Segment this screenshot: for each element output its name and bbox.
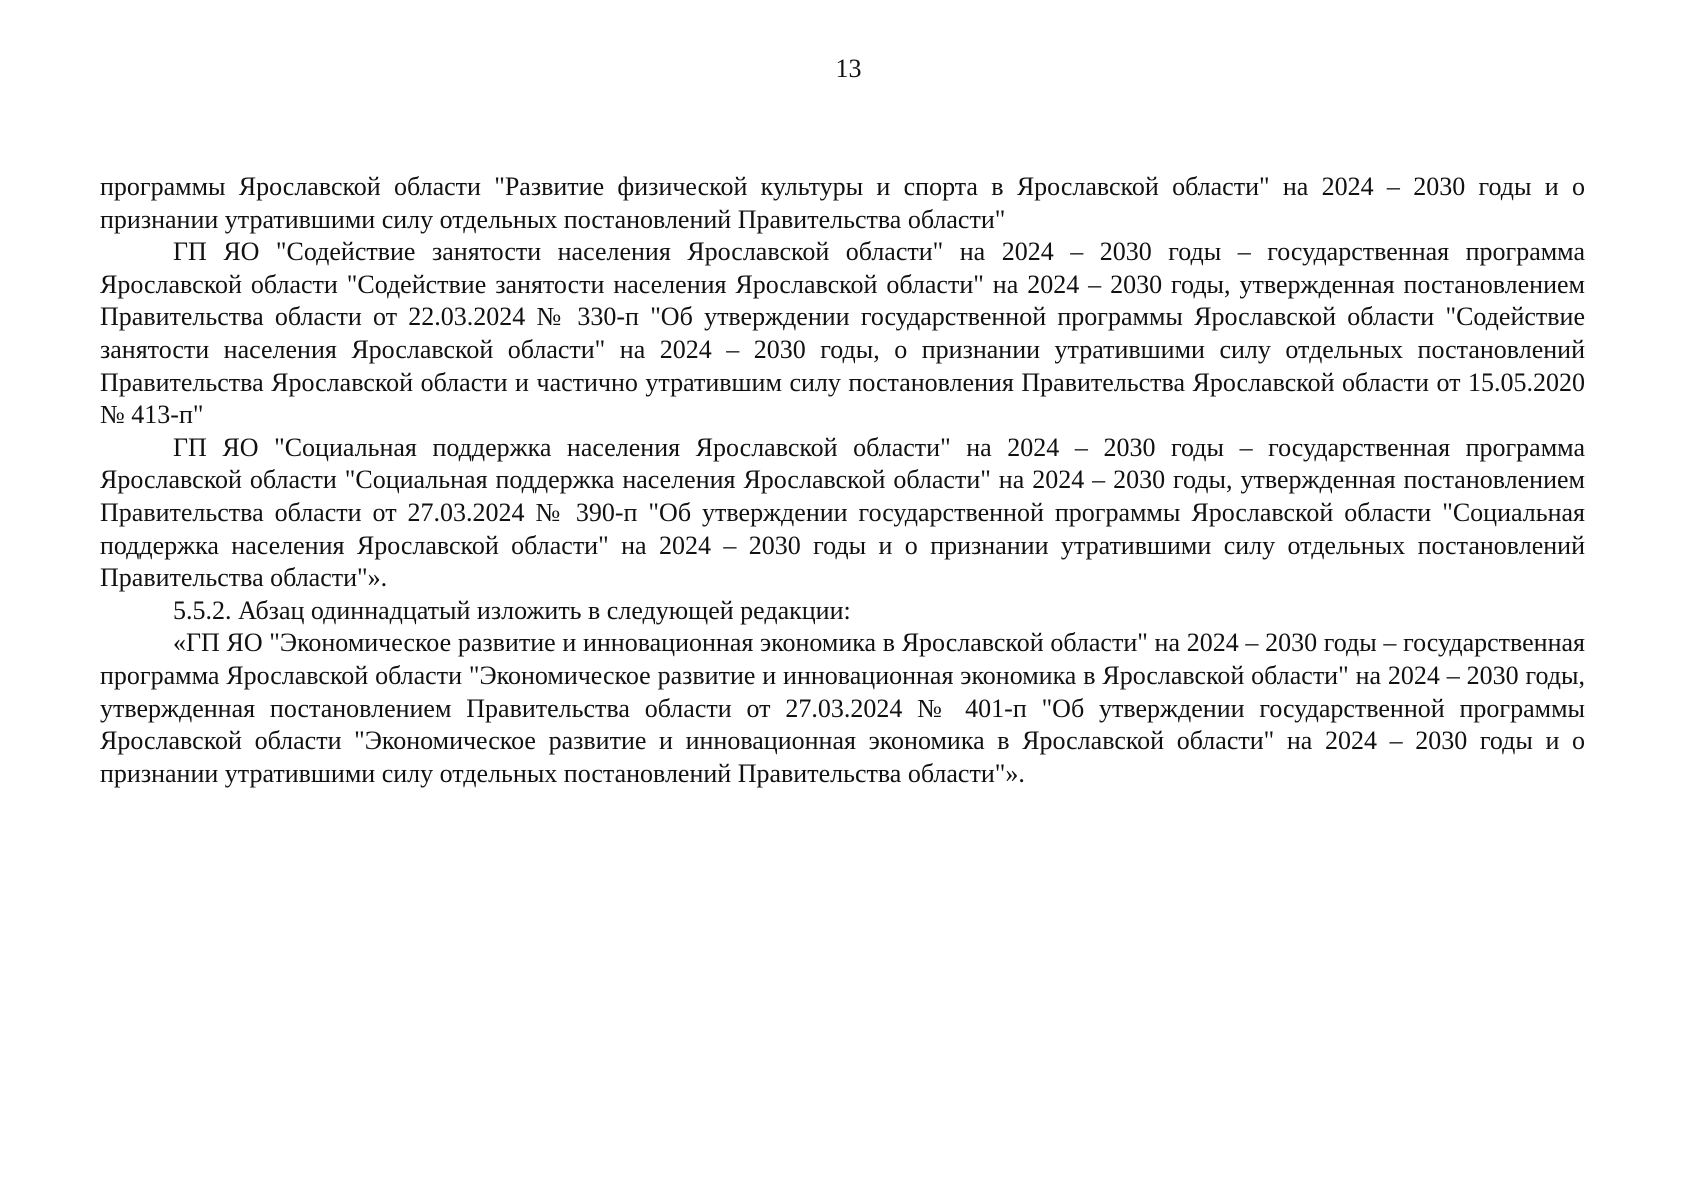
paragraph-continuation: программы Ярославской области "Развитие физической культуры и спорта в Ярославской области" на 2024 – 2030 годы и о признании утратившими силу отдельных постановлений Правительства области" xyxy=(100,172,1585,234)
document-body xyxy=(100,171,1585,790)
paragraph-economic-development-program: «ГП ЯО "Экономическое развитие и инновационная экономика в Ярославской области" на 2024 – 2030 годы – государственная программа Ярославской области "Экономическое развитие и инновационная экономика в Ярославской области" на 2024 – 2030 годы, утвержденная постановлением Правительства области от 27.03.2024 № 401-п "Об утверждении государственной программы Ярославской области "Экономическое развитие и инновационная экономика в Ярославской области" на 2024 – 2030 годы и о признании утратившими силу отдельных постановлений Правительства области"». xyxy=(100,628,1585,788)
paragraph-employment-program: ГП ЯО "Содействие занятости населения Ярославской области" на 2024 – 2030 годы – государственная программа Ярославской области "Содействие занятости населения Ярославской области" на 2024 – 2030 годы, утвержденная постановлением Правительства области от 22.03.2024 № 330-п "Об утверждении государственной программы Ярославской области "Содействие занятости населения Ярославской области" на 2024 – 2030 годы, о признании утратившими силу отдельных постановлений Правительства Ярославской области и частично утратившим силу постановления Правительства Ярославской области от 15.05.2020 № 413-п" xyxy=(100,237,1585,430)
paragraph-social-support-program: ГП ЯО "Социальная поддержка населения Ярославской области" на 2024 – 2030 годы – государственная программа Ярославской области "Социальная поддержка населения Ярославской области" на 2024 – 2030 годы, утвержденная постановлением Правительства области от 27.03.2024 № 390-п "Об утверждении государственной программы Ярославской области "Социальная поддержка населения Ярославской области" на 2024 – 2030 годы и о признании утратившими силу отдельных постановлений Правительства области"». xyxy=(100,432,1585,593)
page-number: 13 xyxy=(835,54,862,83)
paragraph-amendment-instruction: 5.5.2. Абзац одиннадцатый изложить в следующей редакции: xyxy=(173,595,851,625)
